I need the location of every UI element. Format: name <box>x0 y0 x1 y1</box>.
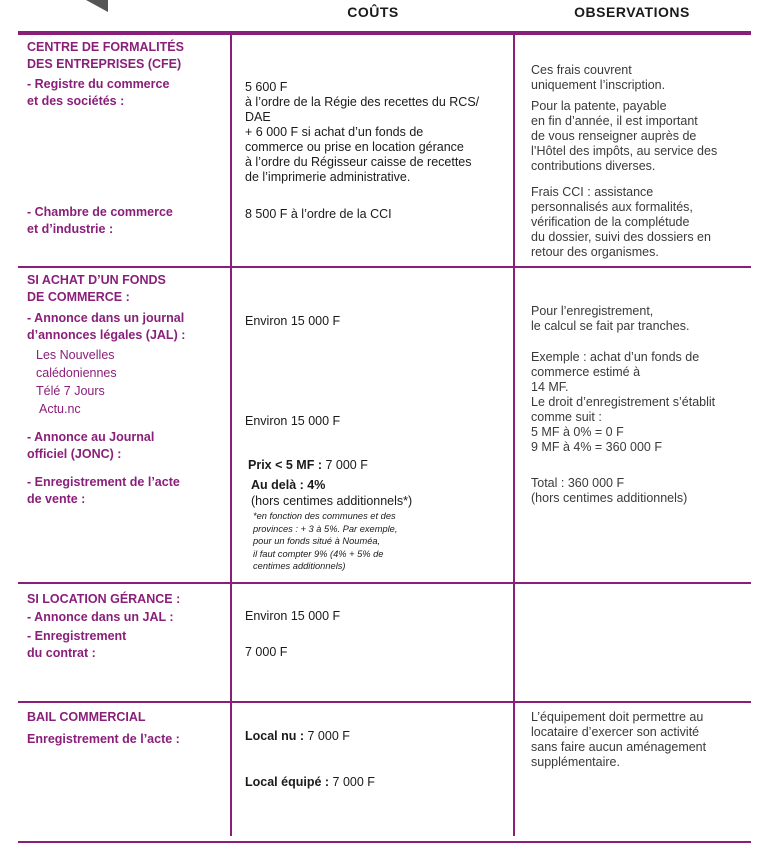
table-bottom-rule <box>18 841 751 843</box>
achat-observation-1: Pour l’enregistrement, le calcul se fait par tranches. <box>531 304 690 333</box>
bail-title: BAIL COMMERCIAL <box>27 710 146 724</box>
bail-local-nu-value: 7 000 F <box>304 729 350 743</box>
cfe-title: CENTRE DE FORMALITÉS DES ENTREPRISES (CFE) <box>27 40 184 71</box>
vente-audela-bold: Au delà : 4% <box>251 478 326 492</box>
location-jal-label: - Annonce dans un JAL : <box>27 610 174 624</box>
bail-acte-label: Enregistrement de l’acte : <box>27 732 180 746</box>
achat-jonc-cost: Environ 15 000 F <box>245 414 341 428</box>
bail-local-nu-line <box>245 729 350 744</box>
cfe-registre-cost: 5 600 F à l’ordre de la Régie des recettes du RCS/ DAE + 6 000 F si achat d’un fonds de commerce ou prise en location gérance à l’ordre du Régisseur caisse de recettes de l’imprimerie administrative. <box>245 80 480 184</box>
vente-footnote: *en fonction des communes et des provinces : + 3 à 5%. Par exemple, pour un fonds situé à Nouméa, il faut compter 9% (4% + 5% de centimes additionnels) <box>253 511 398 571</box>
vente-audela-line <box>251 478 325 493</box>
column-divider-left <box>230 35 232 836</box>
column-divider-right <box>513 35 515 836</box>
cfe-observation-2: Pour la patente, payable en fin d’année, il est important de vous renseigner auprès de l’Hôtel des impôts, au service des contributions diverses. <box>531 99 718 173</box>
cfe-chambre-label: - Chambre de commerce et d’industrie : <box>27 205 173 236</box>
cfe-chambre-cost: 8 500 F à l’ordre de la CCI <box>245 207 392 221</box>
jal-newspaper-name: Actu.nc <box>39 402 81 416</box>
jal-newspaper-name: Les Nouvelles <box>36 348 115 362</box>
achat-vente-label: - Enregistrement de l’acte de vente : <box>27 475 180 506</box>
row-divider-2 <box>18 582 751 584</box>
achat-jal-cost: Environ 15 000 F <box>245 314 341 328</box>
observations-column-header: OBSERVATIONS <box>574 4 690 20</box>
vente-audela-sub: (hors centimes additionnels*) <box>251 494 413 508</box>
costs-column-header: COÛTS <box>347 4 399 20</box>
jal-newspaper-name: Télé 7 Jours <box>36 384 105 398</box>
location-contrat-cost: 7 000 F <box>245 645 288 659</box>
bail-local-nu-bold: Local nu : <box>245 729 305 743</box>
bail-local-equipe-value: 7 000 F <box>329 775 375 789</box>
achat-observation-3: Total : 360 000 F (hors centimes additionnels) <box>531 476 688 505</box>
cfe-observation-3: Frais CCI : assistance personnalisés aux formalités, vérification de la complétude du dossier, suivi des dossiers en retour des organismes. <box>531 185 711 259</box>
location-title: SI LOCATION GÉRANCE : <box>27 592 181 606</box>
row-divider-3 <box>18 701 751 703</box>
achat-title: SI ACHAT D’UN FONDS DE COMMERCE : <box>27 273 166 304</box>
row-divider-1 <box>18 266 751 268</box>
corner-triangle-mark <box>86 0 108 12</box>
achat-observation-2: Exemple : achat d’un fonds de commerce estimé à 14 MF. Le droit d’enregistrement s’établit comme suit : 5 MF à 0% = 0 F 9 MF à 4% = 360 000 F <box>531 350 716 454</box>
vente-prix-value: 7 000 F <box>321 458 368 472</box>
vente-prix-line <box>248 458 368 473</box>
location-jal-cost: Environ 15 000 F <box>245 609 341 623</box>
jal-newspaper-list <box>36 346 117 418</box>
jal-newspaper-name: calédoniennes <box>36 366 117 380</box>
header-rule <box>18 31 751 35</box>
bail-local-equipe-bold: Local équipé : <box>245 775 330 789</box>
location-contrat-label: - Enregistrement du contrat : <box>27 629 127 660</box>
achat-jal-label: - Annonce dans un journal d’annonces légales (JAL) : <box>27 311 186 342</box>
cfe-registre-label: - Registre du commerce et des sociétés : <box>27 77 170 108</box>
cfe-observation-1: Ces frais couvrent uniquement l’inscription. <box>531 63 666 92</box>
vente-prix-bold: Prix < 5 MF : <box>248 458 322 472</box>
achat-jonc-label: - Annonce au Journal officiel (JONC) : <box>27 430 155 461</box>
bail-local-equipe-line <box>245 775 375 790</box>
bail-observation: L’équipement doit permettre au locataire d’exercer son activité sans faire aucun aménagement supplémentaire. <box>531 710 707 769</box>
